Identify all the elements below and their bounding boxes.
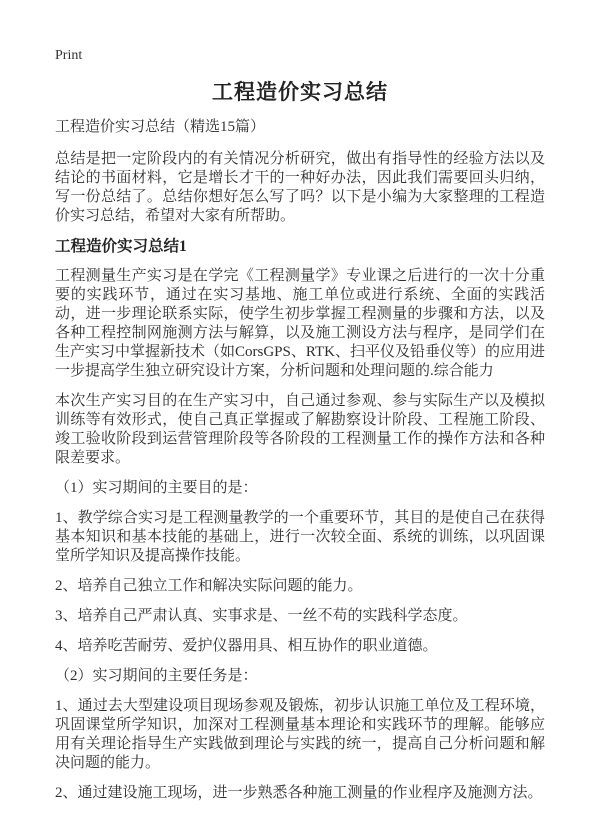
document-body — [0, 118, 600, 803]
paragraph: 2、培养自己独立工作和解决实际问题的能力。 — [55, 578, 363, 594]
doc-subtitle: 工程造价实习总结（精选15篇） — [55, 119, 266, 135]
paragraph: 工程测量生产实习是在学完《工程测量学》专业课之后进行的一次十分重要的实践环节，通过在实习基地、施工单位或进行系统、全面的实践活动，进一步理论联系实际，使学生初步掌握工程测量的步骤和方法，以及各种工程控制网施测方法与解算，以及施工测设方法与程序，是同学们在生产实习中掌握新技术（如CorsGPS、RTK、扫平仪及铅垂仪等）的应用进一步提高学生独立研究设计方案，分析问题和处理问题的.综合能力 — [55, 268, 545, 379]
paragraph: 4、培养吃苦耐劳、爱护仪器用具、相互协作的职业道德。 — [55, 638, 438, 654]
paragraph: 本次生产实习目的在生产实习中，自己通过参观、参与实际生产以及模拟训练等有效形式，使自己真正掌握或了解勘察设计阶段、工程施工阶段、竣工验收阶段到运营管理阶段等各阶段的工程测量工作的操作方法和各种限差要求。 — [55, 393, 545, 466]
paragraph: 3、培养自己严肃认真、实事求是、一丝不苟的实践科学态度。 — [55, 608, 468, 624]
page-title: 工程造价实习总结 — [212, 80, 388, 104]
paragraph: 总结是把一定阶段内的有关情况分析研究，做出有指导性的经验方法以及结论的书面材料，它是增长才干的一种好办法，因此我们需要回头归纳，写一份总结了。总结你想好怎么写了吗？以下是小编为大家整理的工程造价实习总结，希望对大家有所帮助。 — [55, 151, 545, 224]
paragraph: 2、通过建设施工现场，进一步熟悉各种施工测量的作业程序及施测方法。 — [55, 785, 543, 801]
paragraph: （1）实习期间的主要目的是： — [55, 480, 258, 496]
section-heading: 工程造价实习总结1 — [55, 238, 187, 255]
print-link[interactable]: Print — [55, 48, 83, 63]
paragraph: 1、通过去大型建设项目现场参观及锻炼，初步认识施工单位及工程环境，巩固课堂所学知识，加深对工程测量基本理论和实践环节的理解。能够应用有关理论指导生产实践做到理论与实践的统一，提高自己分析问题和解决问题的能力。 — [55, 698, 545, 771]
paragraph: （2）实习期间的主要任务是： — [55, 668, 258, 684]
paragraph: 1、教学综合实习是工程测量教学的一个重要环节，其目的是使自己在获得基本知识和基本技能的基础上，进行一次较全面、系统的训练，以巩固课堂所学知识及提高操作技能。 — [55, 510, 545, 564]
